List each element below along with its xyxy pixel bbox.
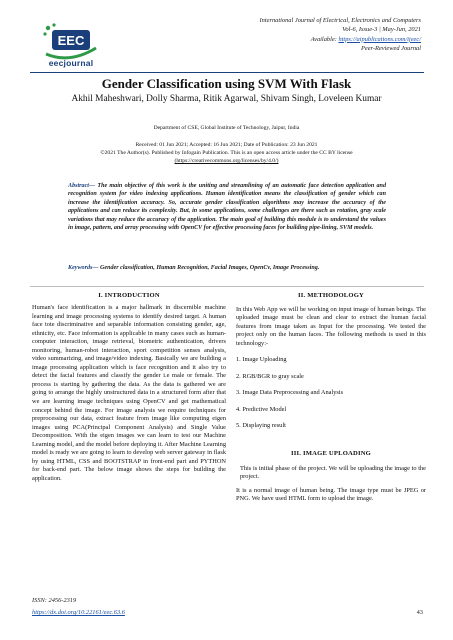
section-heading-image-uploading: III. IMAGE UPLOADING — [290, 450, 372, 458]
journal-volume: Vol-6, Issue-3 | May-Jun, 2021 — [342, 26, 421, 34]
license-link[interactable]: (https://creativecommons.org/licenses/by/4.0/) — [174, 158, 279, 164]
publication-info — [0, 141, 453, 165]
paper-affiliation: Department of CSE, Global Institute of Technology, Jaipur, India — [153, 125, 300, 131]
journal-url-link[interactable]: https://aipublications.com/ijeec/ — [338, 35, 421, 43]
section-heading-introduction: I. INTRODUCTION — [98, 292, 160, 299]
keywords-label: Keywords— — [68, 265, 99, 271]
keywords-text: Gender classification, Human Recognition, Facial Images, OpenCv, Image Processing. — [98, 265, 320, 271]
introduction-text: Human's face identification is a major hallmark in discernible machine learning and image processing systems to identify desired target. A human face tote discriminative and separable information consisting gender, age, ethnicity, etc. Face information is applicable in many cases such as human-computer interaction, image retrieval, biometric authentication, drivers monitoring, human-robot interaction, sport competition senses analysis, video summarizing, and image/video indexing. Basically we are building a image processing application which is face recognition and it also try to detect the facial features and classify the gender i.e male or female. The process is starting by gathering the data. As the data is gathered we are going to arrange the highly unstructured data in a structured form after that we are learning image techniques using OpenCV and get mathematical concept behind the image. For image analysis we require techniques for preprocessing our data, extract feature from image like computing eigen images using PCA(Principal Component Analysis) and Single Value Decomposition. With the eigen images we can learn to test our Machine Learning model, and the model before deploying it. After Machine Learning model is ready we are going to learn to develop web server gateway in flask by using HTML, CSS and BOOTSTRAP in front-end part and PYTHON for back-end part. The below image shows the steps for building the application. — [32, 304, 226, 482]
journal-header — [260, 16, 421, 54]
copyright-notice: ©2021 The Author(s). Published by Infogain Publication. This is an open access article under the CC BY license — [100, 150, 353, 156]
available-label: Available: — [310, 35, 339, 43]
paper-title: Gender Classification using SVM With Flask — [101, 76, 352, 91]
method-list-item: 1. Image Uploading — [236, 356, 287, 364]
methodology-text: In this Web App we will be working on input image of human beings. The uploaded image must be clean and clear to extract the human facial features from image taken as Input for the processing. We tested the project only on the human faces. The following methods is used in this technology:- — [236, 305, 426, 347]
publication-dates: Received: 01 Jun 2021; Accepted: 16 Jun 2021; Date of Publication: 23 Jun 2021 — [135, 142, 318, 148]
logo-dot-2 — [52, 23, 55, 26]
image-uploading-text-1: This is initial phase of the project. We will be uploading the image to the project. — [240, 464, 426, 481]
method-list-item: 2. RGB/BGR to gray scale — [236, 372, 304, 380]
footer-issn: ISSN: 2456-2319 — [32, 597, 77, 604]
logo-dot-1 — [46, 26, 50, 30]
method-list-item: 4. Predictive Model — [236, 405, 287, 413]
right-column — [236, 292, 426, 504]
peer-reviewed-label: Peer-Reviewed Journal — [360, 45, 421, 53]
page-number: 43 — [416, 609, 423, 616]
abstract-divider — [30, 286, 424, 287]
journal-available — [260, 35, 421, 44]
logo-dot-3 — [43, 32, 46, 35]
journal-name: International Journal of Electrical, Electronics and Computers — [259, 17, 421, 24]
image-uploading-text-2: It is a normal image of human being. The image type must be JPEG or PNG. We have used HTML form to upload the image. — [236, 486, 426, 503]
abstract-label: Abstract— — [68, 183, 96, 189]
left-column — [32, 292, 226, 483]
method-list-item: 5. Displaying result — [236, 422, 286, 430]
method-list-item: 3. Image Data Preprocessing and Analysis — [236, 389, 344, 397]
abstract-text: The main objective of this work is the uniting and streamlining of an automatic face detection application and recognition system for video indexing applications. Human identification means the classification of gender which can increase the identification accuracy. So, accurate gender classification algorithms may increase the accuracy of the applications and can reduce its complexity. But, in some applications, some challenges are there such as rotation, gray scale variations that may reduce the accuracy of the application. The main goal of building this module is to understand the values in image, pattern, and array processing with OpenCV for effective processing faces for building pipe-lining, SVM models. — [68, 183, 386, 232]
logo-subtext: eecjournal — [48, 58, 94, 68]
footer-doi-link[interactable]: https://dx.doi.org/10.22161/eec.63.6 — [32, 609, 125, 616]
section-heading-methodology: II. METHODOLOGY — [297, 292, 364, 299]
paper-authors: Akhil Maheshwari, Dolly Sharma, Ritik Agarwal, Shivam Singh, Loveleen Kumar — [71, 94, 382, 104]
header-divider — [30, 72, 424, 73]
logo-text: EEC — [57, 33, 85, 48]
abstract — [68, 182, 386, 233]
keywords — [68, 265, 398, 271]
